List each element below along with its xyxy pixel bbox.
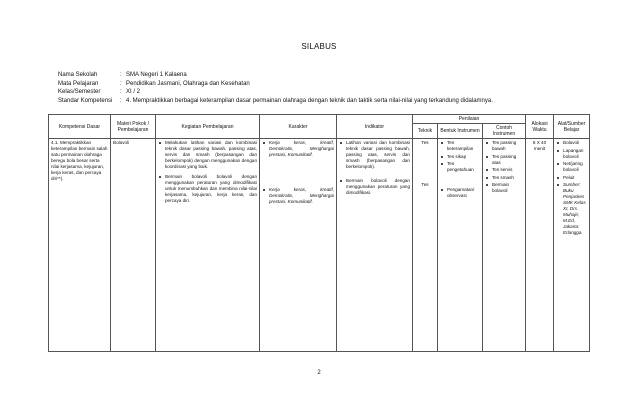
teknik-text: Tes (421, 140, 429, 145)
info-label: Nama Sekolah (58, 72, 98, 78)
materi-text: Bolavoli (113, 140, 130, 145)
syllabus-table (48, 114, 590, 352)
list-item: Latihan variasi dan kombinasi teknik dasar passing bawah, passing atas, servis dan smash (berpasangan dan berkelompok). (346, 140, 410, 169)
info-label: Mata Pelajaran (58, 80, 99, 87)
cell-bentuk-instrumen (438, 139, 483, 352)
kompetensi-text: 4.1. Mempraktikkan keterampilan bermain salah satu permainan olahraga beregu bola besar serta nilai kerjasama, kejujuran, kerja keras, dan percaya diri**). (51, 140, 108, 181)
document-title: SILABUS (301, 42, 337, 51)
cell-indikator (337, 139, 413, 352)
info-label: Standar Kompetensi (58, 97, 113, 104)
list-item: Tes sikap (447, 154, 480, 160)
list-item: Net/jaring bolavoli (563, 161, 587, 173)
cell-alat-sumber (554, 139, 590, 352)
cell-kegiatan (156, 139, 260, 352)
cell-contoh-instrumen (483, 139, 526, 352)
list-item: Tes passing atas (492, 154, 523, 166)
list-item: Tes keterampilan (447, 140, 480, 152)
header-alat-sumber: Alat/Sumber Belajar (554, 115, 590, 139)
header-kegiatan: Kegiatan Pembelajaran (156, 115, 260, 139)
header-bentuk-instrumen: Bentuk Instrumen (438, 124, 483, 139)
list-item: Kerja keras, kreatif, Demokratis, Menghargai prestasi, Komunikatif. (269, 140, 334, 157)
cell-karakter (260, 139, 337, 352)
list-item: Tes passing bawah (492, 140, 523, 152)
header-materi-pokok: Materi Pokok / Pembelajaran (111, 115, 156, 139)
identity-block (58, 71, 493, 105)
header-contoh-instrumen: Contoh Instrumen (483, 124, 526, 139)
list-item: Lapangan bolavoli (563, 148, 587, 160)
info-row-standard (58, 97, 493, 106)
info-value: XI / 2 (126, 89, 141, 96)
cell-teknik (413, 139, 438, 352)
info-separator: : (120, 72, 122, 78)
info-value: SMA Negeri 1 Kalaena (126, 72, 187, 78)
info-value: 4. Mempraktikkan berbagai keterampilan dasar permainan olahraga dengan teknik dan taktik serta nilai-nilai yang terkandung didalamnya. (126, 97, 493, 104)
teknik-text: Tes (421, 182, 429, 187)
list-item: Sumber: Buku Penjaskes SMK Kelas XI, Drs. Muhajir, M.Ed, Jakarta: Erlangga. (563, 182, 586, 235)
info-row-subject (58, 80, 493, 89)
header-kompetensi-dasar: Kompetensi Dasar (49, 115, 111, 139)
table-row (49, 139, 590, 352)
page-number: 2 (317, 370, 321, 376)
info-label: Kelas/Semester (58, 89, 101, 96)
info-row-school (58, 71, 493, 80)
list-item: Kerja keras, kreatif, Demokratis, Menghargai prestasi, Komunikatif. (269, 187, 334, 204)
list-item: Tes smash (492, 175, 523, 181)
header-teknik: Teknik (413, 124, 438, 139)
list-item: Bermain bolavoli bolavoli dengan menggunakan peraturan yang dimodifikasi untuk menumbuhkan dan membina nilai-nilai kerjasama, kejujuran, kerja keras, dan percaya diri. (165, 174, 257, 203)
list-item: Tes servis (492, 167, 523, 173)
list-item: Melakukan latihan variasi dan kombinasi teknik dasar passing bawah, passing atas, servis dan smash (berpasangan dan berkelompok) dengan menggunakan dengan koordinasi yang baik. (165, 140, 257, 169)
header-indikator: Indikator (337, 115, 413, 139)
info-row-class (58, 88, 493, 97)
header-alokasi-waktu: Alokasi Waktu (526, 115, 554, 139)
list-item: Peluit (563, 175, 587, 181)
header-penilaian: Penilaian (413, 115, 526, 124)
list-item: Bolavoli (563, 140, 587, 146)
list-item: Bermain bolavoli (492, 182, 523, 194)
list-item: Bermain bolavoli dengan menggunakan peraturan yang dimodifikasi. (346, 178, 410, 195)
alokasi-text: 8 X 40 menit (532, 140, 547, 151)
info-value: Pendidikan Jasmani, Olahraga dan Kesehatan (126, 80, 250, 87)
cell-materi-pokok (111, 139, 156, 352)
info-separator: : (120, 80, 122, 87)
list-item: Tes pengetahuan (447, 161, 480, 173)
list-item: Pengamatan/ observasi (447, 187, 480, 199)
info-separator: : (120, 89, 122, 96)
header-karakter: Karakter (260, 115, 337, 139)
info-separator: : (120, 97, 122, 104)
cell-kompetensi-dasar (49, 139, 111, 352)
cell-alokasi-waktu (526, 139, 554, 352)
